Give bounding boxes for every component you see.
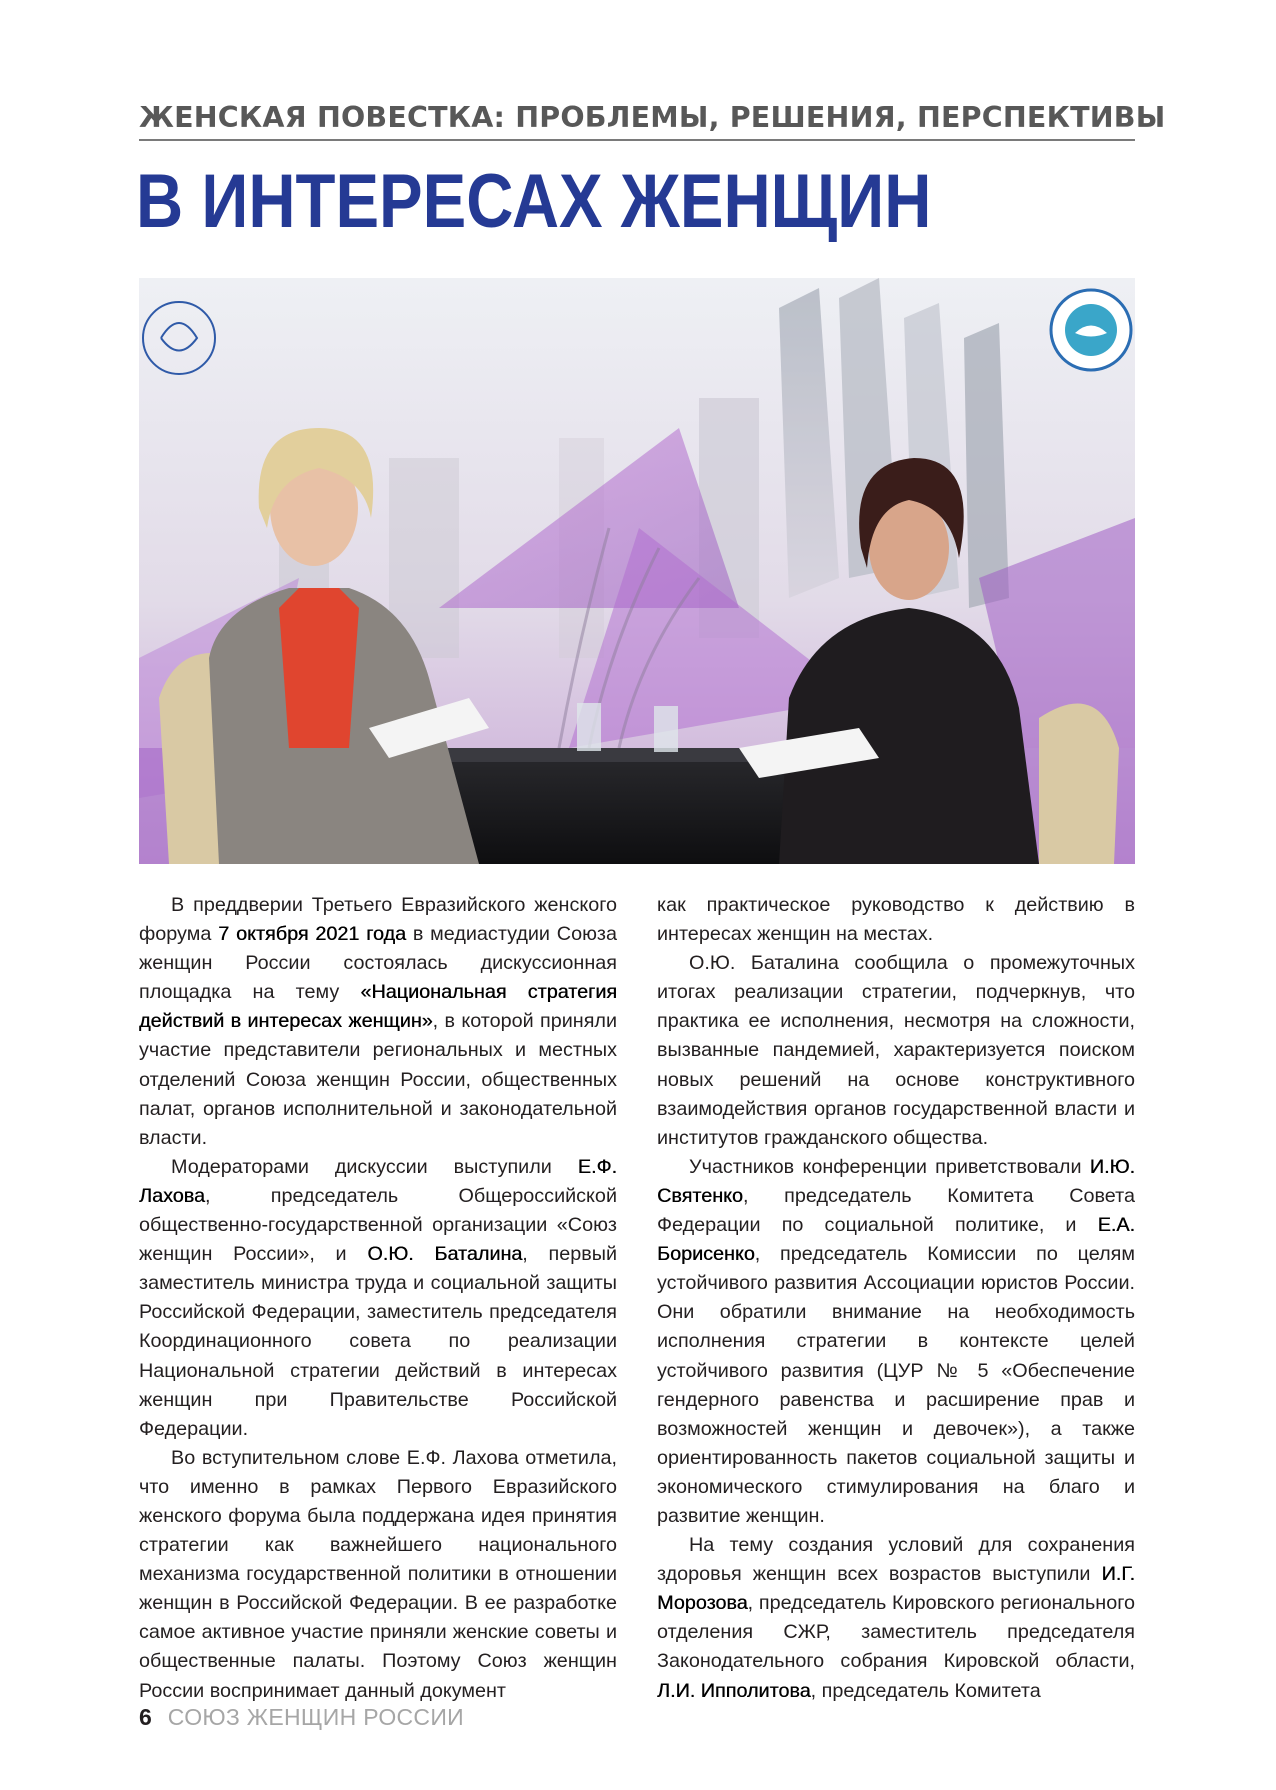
paragraph: На тему создания условий для сохранения здоровья женщин всех возрастов выступили И.Г. Морозова, председатель Кировского регионального отделения СЖР, заместитель председателя Законодательного собрания Кировской области, Л.И. Ипполитова, председатель Комитета — [657, 1534, 1135, 1702]
paragraph: В преддверии Третьего Евразийского женского форума 7 октября 2021 года в медиастудии Союза женщин России состоялась дискуссионная площадка на тему «Национальная стратегия действий в интересах женщин», в которой приняли участие представители региональных и местных отделений Союза женщин России, общественных палат, органов исполнительной и законодательной власти. — [139, 894, 618, 1149]
paragraph: Участников конференции приветствовали И.Ю. Святенко, председатель Комитета Совета Федерации по социальной политике, и Е.А. Борисенко, председатель Комиссии по целям устойчивого развития Ассоциации юристов России. Они обратили внимание на необходимость исполнения стратегии в контексте целей устойчивого развития (ЦУР № 5 «Обеспечение гендерного равенства и расширение прав и возможностей женщин и девочек»), а также ориентированность пакетов социальной защиты и экономического стимулирования на благо и развитие женщин. — [657, 1155, 1135, 1527]
page-number: 6 — [139, 1704, 152, 1730]
section-kicker: ЖЕНСКАЯ ПОВЕСТКА: ПРОБЛЕМЫ, РЕШЕНИЯ, ПЕРСПЕКТИВЫ — [139, 101, 1166, 134]
article-column-right — [657, 891, 1135, 1706]
paragraph: Во вступительном слове Е.Ф. Лахова отметила, что именно в рамках Первого Евразийского женского форума была поддержана идея принятия стратегии как важнейшего национального механизма государственной политики в отношении женщин в Российской Федерации. В ее разработке самое активное участие приняли женские советы и общественные палаты. Поэтому Союз женщин России воспринимает данный документ — [139, 1446, 617, 1702]
paragraph: Модераторами дискуссии выступили Е.Ф. Лахова, председатель Общероссийской общественно-государственной организации «Союз женщин России», и О.Ю. Баталина, первый заместитель министра труда и социальной защиты Российской Федерации, заместитель председателя Координационного совета по реализации Национальной стратегии действий в интересах женщин при Правительстве Российской Федерации. — [139, 1155, 617, 1440]
article-photo — [139, 278, 1135, 864]
page-footer — [139, 1702, 464, 1732]
paragraph: О.Ю. Баталина сообщила о промежуточных итогах реализации стратегии, подчеркнув, что практика ее исполнения, несмотря на сложности, вызванные пандемией, характеризуется поиском новых решений на основе конструктивного взаимодействия органов государственной власти и институтов гражданского общества. — [657, 952, 1135, 1149]
article-title: В ИНТЕРЕСАХ ЖЕНЩИН — [136, 159, 932, 244]
studio-photo-illustration — [139, 278, 1135, 864]
article-column-left — [139, 891, 617, 1706]
publication-name: СОЮЗ ЖЕНЩИН РОССИИ — [167, 1704, 464, 1730]
paragraph-continuation: как практическое руководство к действию в интересах женщин на местах. — [657, 894, 1135, 946]
kicker-divider — [139, 139, 1135, 141]
